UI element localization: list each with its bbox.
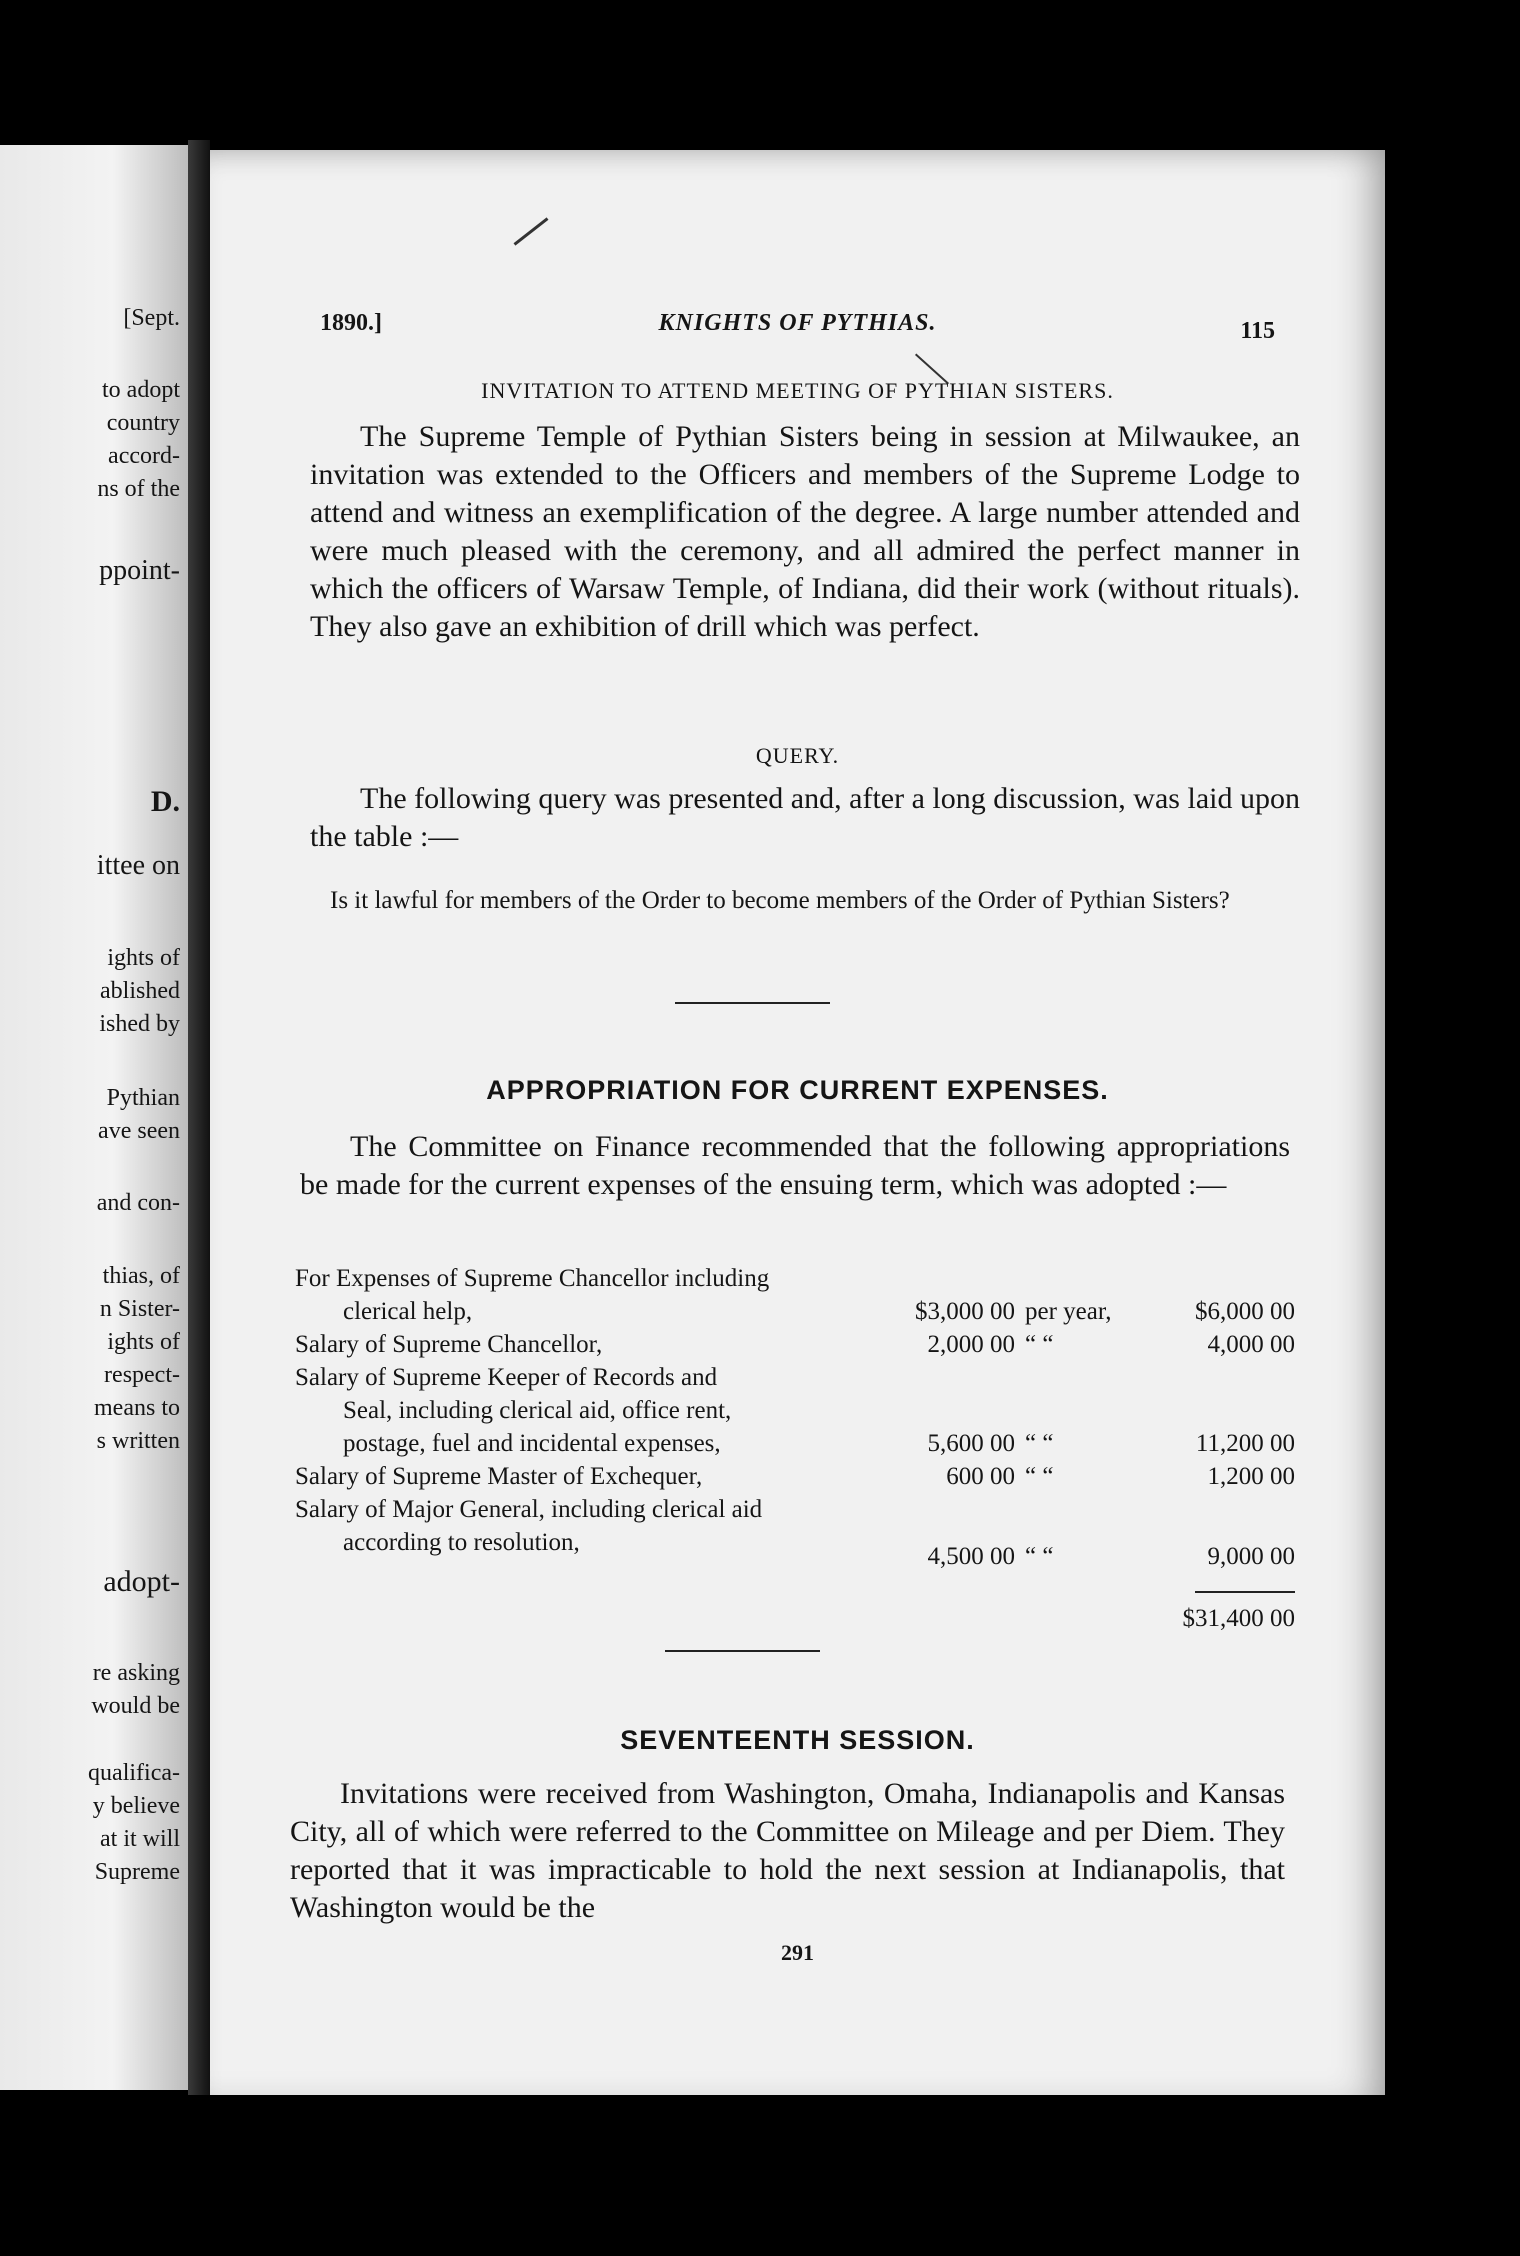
left-page-fragment: ights of xyxy=(107,945,180,971)
invitation-heading: INVITATION TO ATTEND MEETING OF PYTHIAN SISTERS. xyxy=(481,378,1114,403)
row-rate: 5,600 00 xyxy=(927,1430,1015,1457)
row-description: Salary of Supreme Keeper of Records and xyxy=(295,1364,718,1391)
signature-number: 291 xyxy=(781,1940,814,1965)
left-page-fragment: to adopt xyxy=(102,377,180,403)
seventeenth-session-heading: SEVENTEENTH SESSION. xyxy=(620,1725,975,1755)
row-rate: 600 00 xyxy=(946,1463,1015,1490)
left-page-fragment: ights of xyxy=(107,1329,180,1355)
table-row xyxy=(295,1331,1295,1363)
left-page-fragment: n Sister- xyxy=(99,1296,180,1322)
table-row xyxy=(295,1364,1295,1396)
page-number: 115 xyxy=(1240,318,1275,344)
row-description: Salary of Supreme Chancellor, xyxy=(295,1331,603,1358)
row-unit: per year, xyxy=(1025,1298,1112,1325)
left-page-fragment: Pythian xyxy=(106,1085,180,1111)
section-divider xyxy=(675,1002,830,1004)
header-year: 1890.] xyxy=(320,310,382,336)
row-rate: 2,000 00 xyxy=(927,1331,1015,1358)
grand-total-row xyxy=(295,1605,1295,1637)
invitation-paragraph: The Supreme Temple of Pythian Sisters being in session at Milwaukee, an invitation was extended to the Officers and members of the Supreme Lodge to attend and witness an exemplification of the degree. A large number attended and were much pleased with the ceremony, and all admired the perfect manner in which the officers of Warsaw Temple, of Indiana, did their work (without rituals). They also gave an exhibition of drill which was perfect. xyxy=(310,420,1300,643)
row-description: Salary of Major General, including clerical aid xyxy=(295,1496,763,1523)
grand-total: $31,400 00 xyxy=(1182,1605,1295,1632)
left-page-fragment: Supreme xyxy=(94,1859,180,1885)
left-page-fragment: thias, of xyxy=(102,1263,180,1289)
row-total: 9,000 00 xyxy=(1207,1543,1295,1570)
left-page-fragment: y believe xyxy=(92,1793,180,1819)
pencil-mark xyxy=(514,217,549,245)
row-description: Salary of Supreme Master of Exchequer, xyxy=(295,1463,703,1490)
left-page-fragment: [Sept. xyxy=(123,305,180,331)
table-row xyxy=(295,1430,1295,1462)
row-description: Seal, including clerical aid, office rent, xyxy=(343,1397,732,1424)
left-page-fragment: ppoint- xyxy=(99,555,180,586)
left-page-fragment: and con- xyxy=(96,1190,180,1216)
left-page-fragment: ave seen xyxy=(98,1118,180,1144)
left-page-fragment: adopt- xyxy=(103,1565,180,1598)
row-total: 4,000 00 xyxy=(1207,1331,1295,1358)
row-rate: $3,000 00 xyxy=(915,1298,1015,1325)
left-page-fragment: qualifica- xyxy=(88,1760,180,1786)
left-page-fragment: means to xyxy=(94,1395,180,1421)
table-row xyxy=(295,1298,1295,1330)
left-page-fragment: at it will xyxy=(100,1826,180,1852)
left-page-fragment: would be xyxy=(91,1693,180,1719)
sum-rule xyxy=(1195,1591,1295,1593)
row-total: $6,000 00 xyxy=(1195,1298,1295,1325)
left-page-fragment: s written xyxy=(96,1428,180,1454)
query-paragraph: The following query was presented and, after a long discussion, was laid upon the table :— xyxy=(310,782,1300,853)
left-page-fragment: re asking xyxy=(92,1660,180,1686)
table-row xyxy=(295,1397,1295,1429)
query-heading: QUERY. xyxy=(755,743,840,768)
header-title: KNIGHTS OF PYTHIAS. xyxy=(658,310,937,336)
row-rate: 4,500 00 xyxy=(927,1543,1015,1570)
appropriation-paragraph: The Committee on Finance recommended that the following appropriations be made for the current expenses of the ensuing term, which was adopted :— xyxy=(300,1130,1290,1201)
left-page-fragment: ished by xyxy=(99,1011,180,1037)
seventeenth-session-paragraph: Invitations were received from Washington, Omaha, Indianapolis and Kansas City, all of which were referred to the Committee on Mileage and per Diem. They reported that it was impracticable to hold the next session at Indianapolis, that Washington would be the xyxy=(290,1777,1285,1924)
running-header xyxy=(320,310,1275,350)
table-row xyxy=(295,1265,1295,1297)
query-question: Is it lawful for members of the Order to become members of the Order of Pythian Sisters? xyxy=(330,887,1230,914)
left-page-fragment: accord- xyxy=(108,443,180,469)
table-row xyxy=(295,1463,1295,1495)
section-divider xyxy=(665,1650,820,1652)
left-facing-page xyxy=(0,145,188,2090)
table-row xyxy=(295,1529,1295,1570)
row-total: 1,200 00 xyxy=(1207,1463,1295,1490)
book-gutter xyxy=(188,140,210,2095)
left-page-fragment: ablished xyxy=(100,978,180,1004)
left-page-fragment: ittee on xyxy=(96,850,180,881)
left-page-fragment: ns of the xyxy=(97,476,180,502)
row-description: according to resolution, xyxy=(343,1529,580,1556)
row-total: 11,200 00 xyxy=(1195,1430,1295,1457)
left-page-fragment: D. xyxy=(150,785,180,818)
row-description: postage, fuel and incidental expenses, xyxy=(343,1430,721,1457)
left-page-fragment: country xyxy=(106,410,180,436)
table-row xyxy=(295,1496,1295,1528)
row-description: clerical help, xyxy=(343,1298,473,1325)
left-page-fragment: respect- xyxy=(104,1362,180,1388)
main-page xyxy=(210,150,1385,2095)
row-unit: “ “ xyxy=(1025,1543,1054,1570)
row-description: For Expenses of Supreme Chancellor including xyxy=(295,1265,770,1292)
row-unit: “ “ xyxy=(1025,1430,1054,1457)
row-unit: “ “ xyxy=(1025,1331,1054,1358)
row-unit: “ “ xyxy=(1025,1463,1054,1490)
appropriation-heading: APPROPRIATION FOR CURRENT EXPENSES. xyxy=(486,1075,1109,1105)
